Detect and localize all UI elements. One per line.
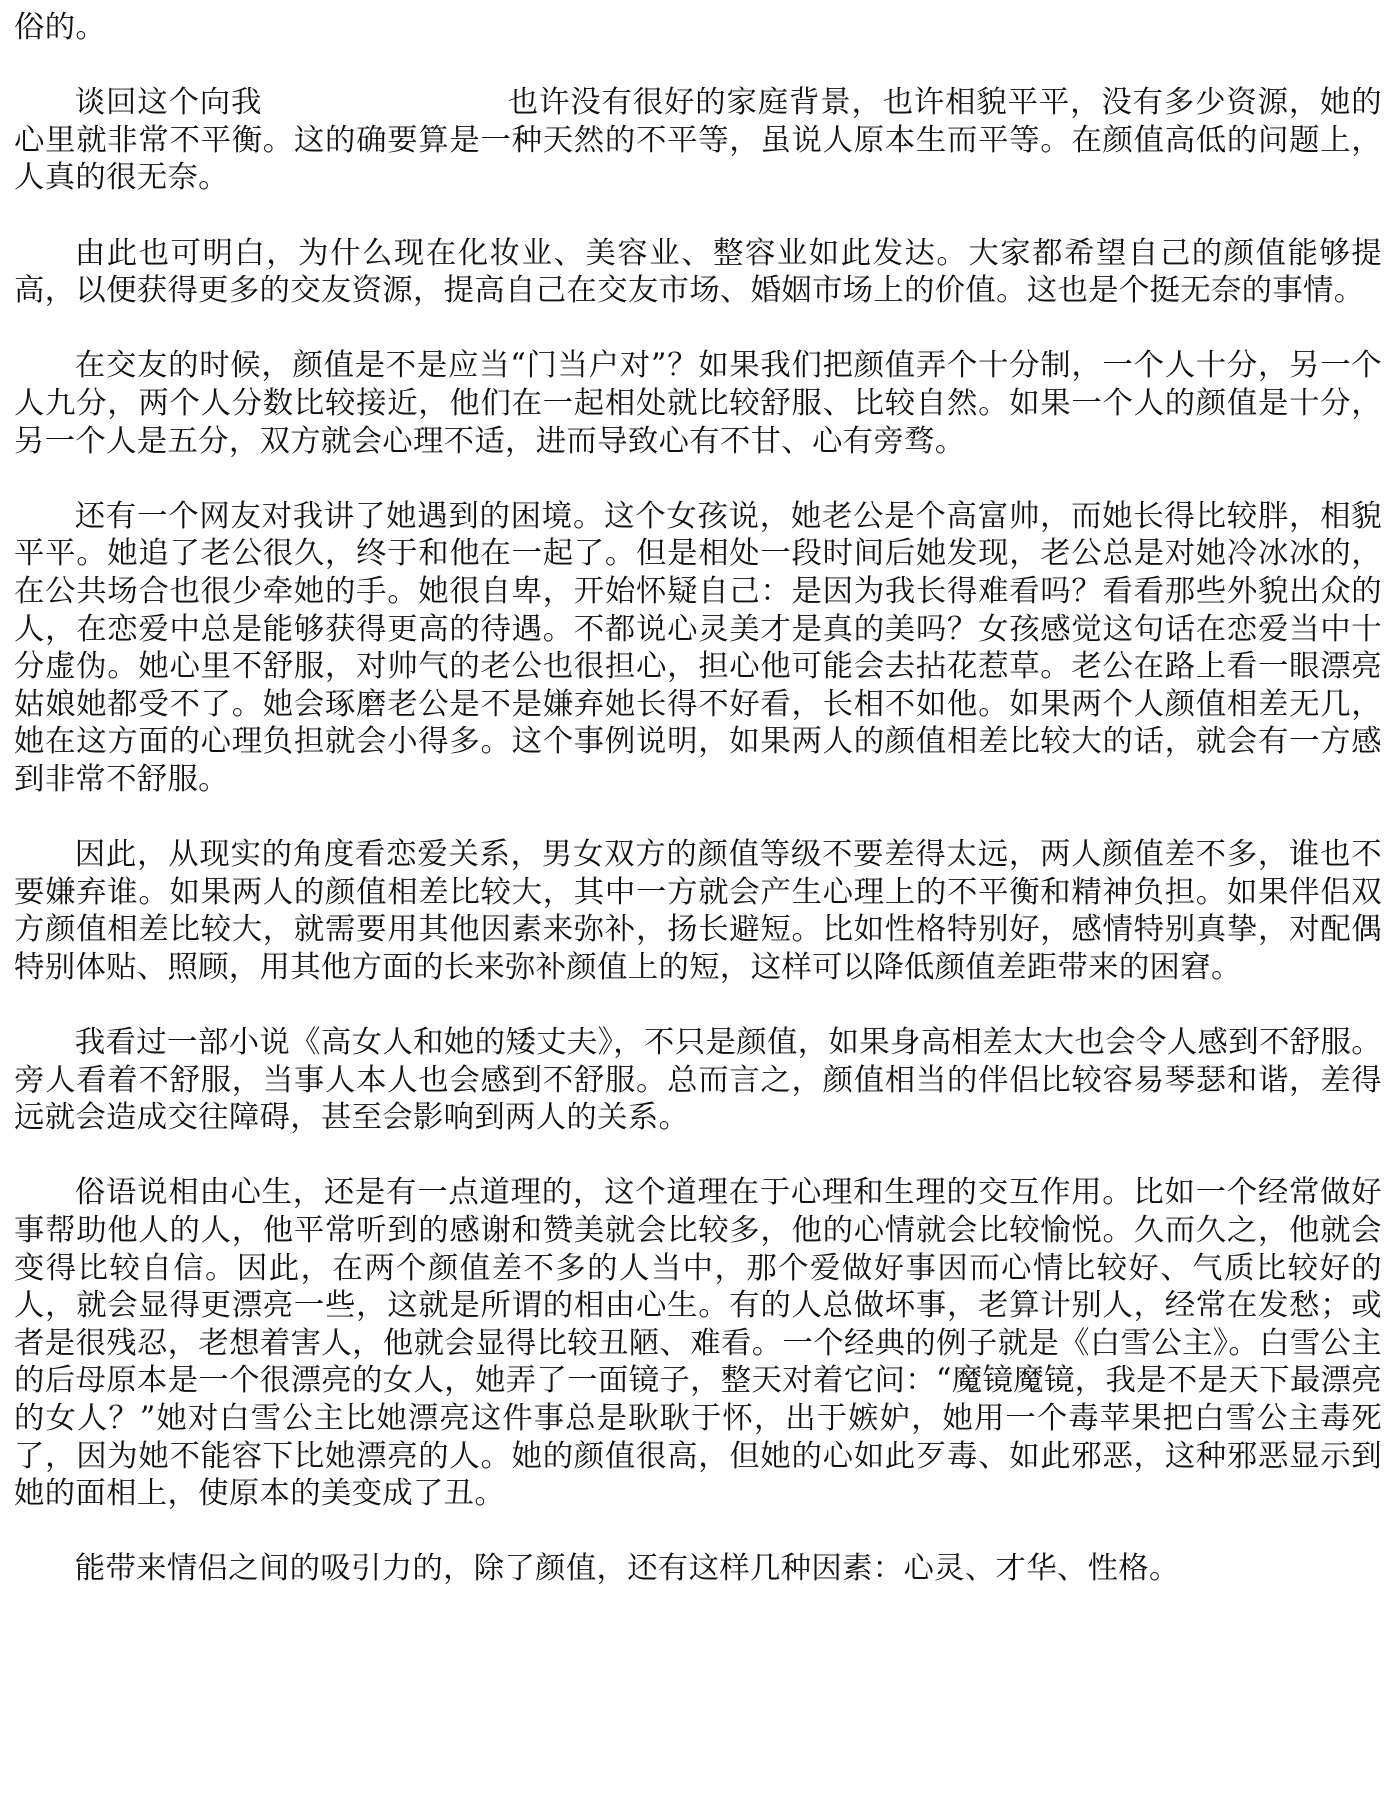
paragraph-8: 俗语说相由心生，还是有一点道理的，这个道理在于心理和生理的交互作用。比如一个经常做好事帮助他人的人，他平常听到的感谢和赞美就会比较多，他的心情就会比较愉悦。久而久之，他就会变得比较自信。因此，在两个颜值差不多的人当中，那个爱做好事因而心情比较好、气质比较好的人，就会显得更漂亮一些，这就是所谓的相由心生。有的人总做坏事，老算计别人，经常在发愁；或者是很残忍，老想着害人，他就会显得比较丑陋、难看。一个经典的例子就是《白雪公主》。白雪公主的后母原本是一个很漂亮的女人，她弄了一面镜子，整天对着它问：“魔镜魔镜，我是不是天下最漂亮的女人？”她对白雪公主比她漂亮这件事总是耿耿于怀，出于嫉妒，她用一个毒苹果把白雪公主毒死了，因为她不能容下比她漂亮的人。她的颜值很高，但她的心如此歹毒、如此邪恶，这种邪恶显示到她的面相上，使原本的美变成了丑。 xyxy=(14,1175,1382,1512)
paragraph-1: 俗的。 xyxy=(14,10,107,45)
paragraph-2-rest: 也许没有很好的家庭背景，也许相貌平平，没有多少资源，她的心里就非常不平衡。这的确要算是一种天然的不平等，虽说人原本生而平等。在颜值高低的问题上，人真的很无奈。 xyxy=(14,85,1382,196)
paragraph-gap xyxy=(14,1513,1382,1551)
paragraph-4: 在交友的时候，颜值是不是应当“门当户对”？如果我们把颜值弄个十分制，一个人十分，另一个人九分，两个人分数比较接近，他们在一起相处就比较舒服、比较自然。如果一个人的颜值是十分，另一个人是五分，双方就会心理不适，进而导致心有不甘、心有旁骛。 xyxy=(14,348,1382,459)
paragraph-6: 因此，从现实的角度看恋爱关系，男女双方的颜值等级不要差得太远，两人颜值差不多，谁也不要嫌弃谁。如果两人的颜值相差比较大，其中一方就会产生心理上的不平衡和精神负担。如果伴侣双方颜值相差比较大，就需要用其他因素来弥补，扬长避短。比如性格特别好，感情特别真挚，对配偶特别体贴、照顾，用其他方面的长来弥补颜值上的短，这样可以降低颜值差距带来的困窘。 xyxy=(14,837,1382,985)
paragraph-2 xyxy=(14,84,1382,197)
paragraph-2-start: 谈回这个向我 xyxy=(74,85,263,121)
paragraph-gap xyxy=(14,197,1382,235)
paragraph-gap xyxy=(14,986,1382,1024)
paragraph-9: 能带来情侣之间的吸引力的，除了颜值，还有这样几种因素：心灵、才华、性格。 xyxy=(74,1551,1180,1587)
redacted-blank xyxy=(262,111,507,112)
paragraph-5: 还有一个网友对我讲了她遇到的困境。这个女孩说，她老公是个高富帅，而她长得比较胖，相貌平平。她追了老公很久，终于和他在一起了。但是相处一段时间后她发现，老公总是对她冷冰冰的，在公共场合也很少牵她的手。她很自卑，开始怀疑自己：是因为我长得难看吗？看看那些外貌出众的人，在恋爱中总是能够获得更高的待遇。不都说心灵美才是真的美吗？女孩感觉这句话在恋爱当中十分虚伪。她心里不舒服，对帅气的老公也很担心，担心他可能会去拈花惹草。老公在路上看一眼漂亮姑娘她都受不了。她会琢磨老公是不是嫌弃她长得不好看，长相不如他。如果两个人颜值相差无几，她在这方面的心理负担就会小得多。这个事例说明，如果两人的颜值相差比较大的话，就会有一方感到非常不舒服。 xyxy=(14,498,1382,797)
paragraph-gap xyxy=(14,310,1382,348)
paragraph-gap xyxy=(14,47,1382,85)
document-page xyxy=(14,0,1382,1800)
paragraph-gap xyxy=(14,460,1382,498)
paragraph-gap xyxy=(14,798,1382,836)
paragraph-gap xyxy=(14,1137,1382,1175)
paragraph-3: 由此也可明白，为什么现在化妆业、美容业、整容业如此发达。大家都希望自己的颜值能够提高，以便获得更多的交友资源，提高自己在交友市场、婚姻市场上的价值。这也是个挺无奈的事情。 xyxy=(14,235,1382,309)
paragraph-7: 我看过一部小说《高女人和她的矮丈夫》，不只是颜值，如果身高相差太大也会令人感到不舒服。旁人看着不舒服，当事人本人也会感到不舒服。总而言之，颜值相当的伴侣比较容易琴瑟和谐，差得远就会造成交往障碍，甚至会影响到两人的关系。 xyxy=(14,1025,1382,1136)
